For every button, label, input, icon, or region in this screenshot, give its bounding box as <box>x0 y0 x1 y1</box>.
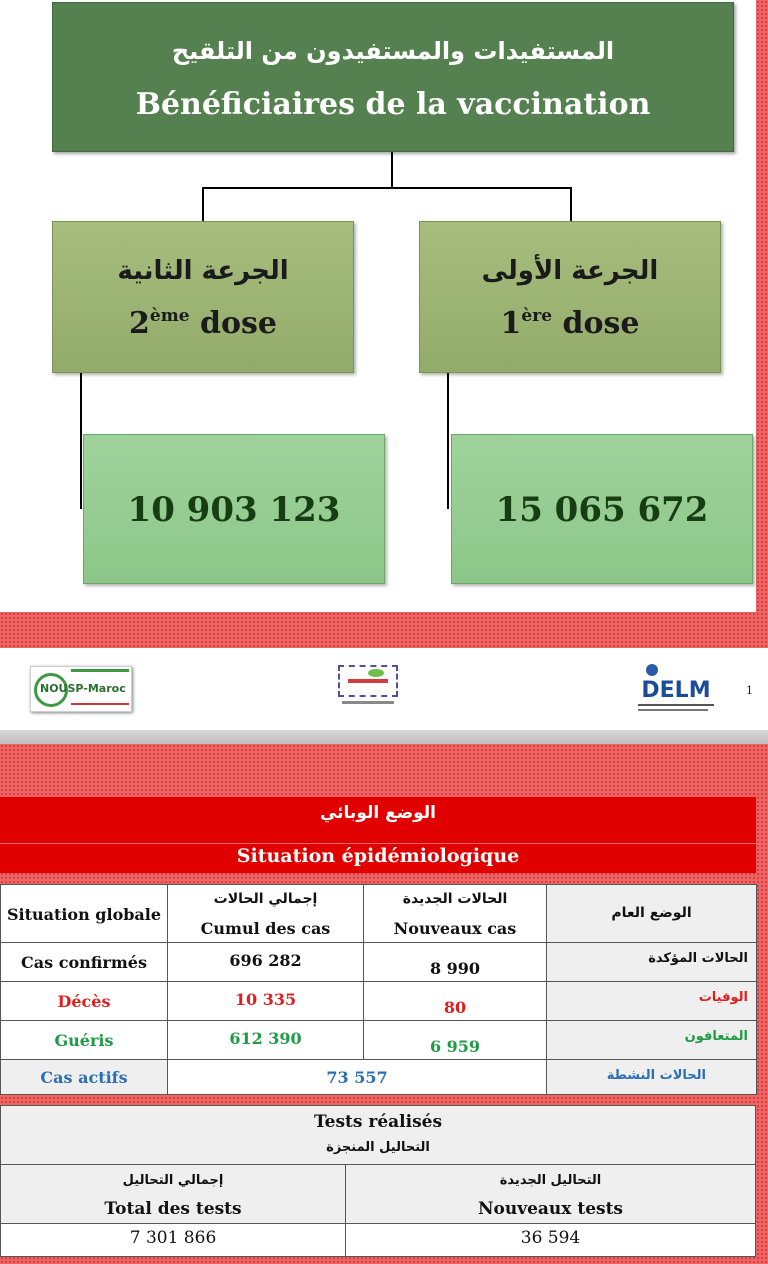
header-global-ar-text: الوضع العام <box>611 905 692 921</box>
first-dose-label-fr <box>420 306 720 341</box>
confirmed-label-fr: Cas confirmés <box>21 953 147 972</box>
tests-new-value-cell <box>345 1223 756 1257</box>
row-active-label-ar <box>546 1059 757 1095</box>
header-new <box>363 884 547 943</box>
header-cumul <box>167 884 364 943</box>
first-dose-box <box>419 221 721 373</box>
nousp-underline <box>71 703 129 705</box>
header-cumul-ar: إجمالي الحالات <box>213 891 318 907</box>
tests-total-fr: Total des tests <box>104 1199 242 1219</box>
row-recovered-new <box>363 1020 547 1060</box>
first-dose-word: dose <box>562 306 640 341</box>
row-confirmed-new <box>363 942 547 982</box>
row-active-label-fr <box>0 1059 168 1095</box>
recovered-label-fr: Guéris <box>54 1031 114 1050</box>
tests-new-header <box>345 1164 756 1224</box>
active-label-fr: Cas actifs <box>40 1068 128 1087</box>
epi-title-ar: الوضع الوبائي <box>319 803 437 823</box>
connector-trunk <box>391 152 393 188</box>
tests-new-fr: Nouveaux tests <box>477 1199 624 1219</box>
row-recovered-label-ar <box>546 1020 757 1060</box>
row-recovered-cumul <box>167 1020 364 1060</box>
header-new-fr: Nouveaux cas <box>393 919 517 938</box>
row-confirmed-label-ar <box>546 942 757 982</box>
tests-new-value: 36 594 <box>520 1228 581 1248</box>
ministry-leaf-icon <box>368 669 384 677</box>
row-deaths-new <box>363 981 547 1021</box>
deaths-label-fr: Décès <box>57 992 111 1011</box>
recovered-label-ar: المتعافون <box>684 1029 748 1044</box>
connector-right-value <box>447 373 449 509</box>
row-deaths-label-ar <box>546 981 757 1021</box>
second-dose-label-fr <box>53 306 353 341</box>
first-dose-value: 15 065 672 <box>451 434 753 584</box>
row-confirmed-cumul <box>167 942 364 982</box>
delm-logo <box>632 664 718 718</box>
header-title-fr: Bénéficiaires de la vaccination <box>135 87 651 122</box>
tests-total-ar: إجمالي التحاليل <box>122 1173 224 1188</box>
tests-title <box>0 1105 756 1165</box>
tests-total-value-cell <box>0 1223 346 1257</box>
epi-banner-divider <box>0 843 756 844</box>
ministry-bar-icon <box>348 679 388 683</box>
first-dose-label-ar: الجرعة الأولى <box>481 256 659 286</box>
tests-title-ar: التحاليل المنجزة <box>326 1140 430 1155</box>
tests-total-header <box>0 1164 346 1224</box>
deaths-label-ar: الوفيات <box>698 990 748 1005</box>
vaccination-header <box>52 2 734 152</box>
header-new-ar: الحالات الجديدة <box>402 891 508 907</box>
delm-dot-icon <box>646 664 658 676</box>
nousp-logo <box>30 666 132 712</box>
deaths-cumul: 10 335 <box>234 990 297 1009</box>
epi-title-fr: Situation épidémiologique <box>236 845 520 867</box>
active-label-ar: الحالات النشطة <box>606 1068 706 1083</box>
nousp-brand: NOUSP-Maroc <box>40 682 126 695</box>
second-dose-word: dose <box>199 306 277 341</box>
header-global-fr <box>0 884 168 943</box>
recovered-new: 6 959 <box>429 1037 481 1056</box>
second-dose-num: 2 <box>129 306 150 341</box>
confirmed-new: 8 990 <box>429 959 481 978</box>
second-dose-box <box>52 221 354 373</box>
header-title-ar: المستفيدات والمستفيدون من التلقيح <box>171 37 615 65</box>
deaths-new: 80 <box>443 998 467 1017</box>
tests-new-ar: التحاليل الجديدة <box>499 1173 602 1188</box>
first-dose-num: 1 <box>500 306 522 341</box>
ministry-caption-line <box>342 701 394 704</box>
connector-right-drop <box>570 187 572 221</box>
connector-horizontal <box>202 187 572 189</box>
confirmed-label-ar: الحالات المؤكدة <box>648 951 748 966</box>
row-deaths-cumul <box>167 981 364 1021</box>
row-active-value <box>167 1059 547 1095</box>
second-dose-label-ar: الجرعة الثانية <box>117 256 289 286</box>
connector-left-value <box>80 373 82 509</box>
delm-caption-line <box>638 704 714 706</box>
ministry-logo <box>338 665 398 709</box>
row-recovered-label-fr <box>0 1020 168 1060</box>
first-dose-sup: ère <box>521 306 553 326</box>
row-confirmed-label-fr <box>0 942 168 982</box>
header-global-fr-text: Situation globale <box>6 905 162 924</box>
second-dose-sup: ème <box>149 306 190 326</box>
second-dose-value: 10 903 123 <box>83 434 385 584</box>
tests-title-fr: Tests réalisés <box>313 1112 443 1132</box>
page-number: 1 <box>746 684 753 697</box>
nousp-stripe <box>71 669 129 672</box>
delm-caption-line-2 <box>638 709 708 711</box>
row-deaths-label-fr <box>0 981 168 1021</box>
connector-left-drop <box>202 187 204 221</box>
active-value: 73 557 <box>326 1068 388 1087</box>
tests-total-value: 7 301 866 <box>129 1228 217 1248</box>
tests-table <box>0 1105 756 1257</box>
confirmed-cumul: 696 282 <box>229 951 302 970</box>
page-separator <box>0 730 768 744</box>
epi-banner <box>0 797 756 873</box>
epi-table <box>0 884 756 1094</box>
delm-brand: DELM <box>641 678 711 703</box>
recovered-cumul: 612 390 <box>229 1029 302 1048</box>
header-global-ar <box>546 884 757 943</box>
header-cumul-fr: Cumul des cas <box>200 919 331 938</box>
